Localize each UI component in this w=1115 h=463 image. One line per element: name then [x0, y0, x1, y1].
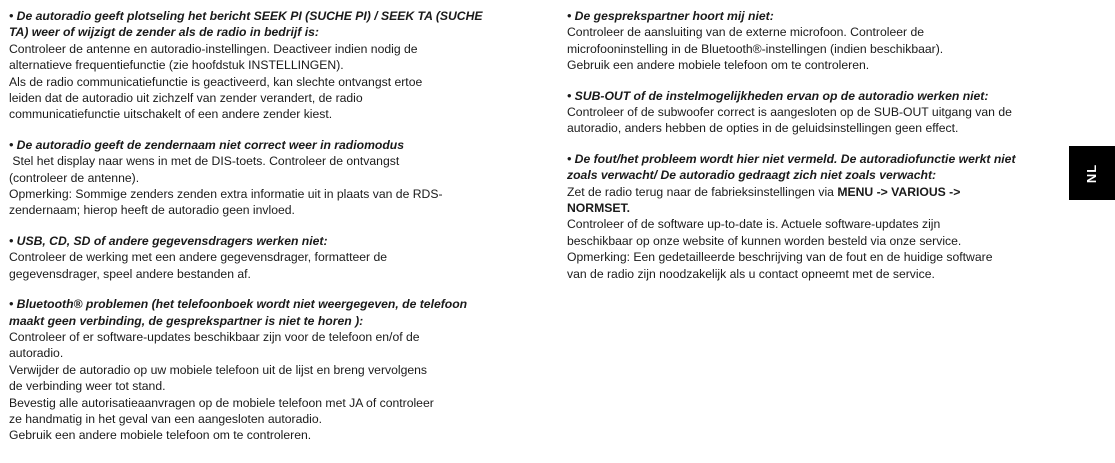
left-column [9, 8, 529, 458]
item-heading: • De fout/het probleem wordt hier niet vermeld. De autoradiofunctie werkt niet zoals verwacht/ De autoradio gedraagt zich niet zoals verwacht: [567, 151, 1016, 183]
item-body: Controleer de aansluiting van de externe microfoon. Controleer de microfooninstelling in de Bluetooth®-instellingen (indien beschikbaar). Gebruik een andere mobiele telefoon om te controleren. [567, 25, 944, 73]
item-bluetooth [9, 296, 529, 444]
item-usb-cd-sd [9, 233, 529, 282]
language-tab [1069, 146, 1115, 200]
item-other-problem [567, 151, 1107, 282]
item-heading: • SUB-OUT of de instelmogelijkheden ervan op de autoradio werken niet: [567, 88, 989, 103]
item-partner-cannot-hear [567, 8, 1107, 74]
item-body: Controleer de antenne en autoradio-instellingen. Deactiveer indien nodig de alternatieve frequentiefunctie (zie hoofdstuk INSTELLINGEN). Als de radio communicatiefunctie is geactiveerd, kan slechte ontvangst ertoe leiden dat de autoradio uit zichzelf van zender verandert, de radio communicatiefunctie uitschakelt of een andere zender kiest. [9, 41, 423, 122]
item-body: Zet de radio terug naar de fabrieksinstellingen via MENU -> VARIOUS -> NORMSET. Controleer of de software up-to-date is. Actuele software-updates zijn beschikbaar op onze website of kunnen worden besteld via onze service. Opmerking: Een gedetailleerde beschrijving van de fout en de huidige software van de radio zijn noodzakelijk als u contact opneemt met de service. [567, 184, 1107, 282]
normset-label: NORMSET. [567, 201, 630, 216]
language-tab-label: NL [1084, 163, 1100, 183]
item-body: Controleer of de subwoofer correct is aangesloten op de SUB-OUT uitgang van de autoradio, anders hebben de opties in de geluidsinstellingen geen effect. [567, 105, 1012, 136]
reset-instruction: Zet de radio terug naar de fabrieksinstellingen via MENU -> VARIOUS -> [567, 184, 961, 199]
item-station-name [9, 137, 529, 219]
item-body: Controleer de werking met een andere gegevensdrager, formatteer de gegevensdrager, speel andere bestanden af. [9, 250, 388, 281]
item-heading: • Bluetooth® problemen (het telefoonboek wordt niet weergegeven, de telefoon maakt geen verbinding, de gesprekspartner is niet te horen ): [9, 297, 468, 328]
item-heading: • De autoradio geeft plotseling het bericht SEEK PI (SUCHE PI) / SEEK TA (SUCHE TA) weer of wijzigt de zender als de radio in bedrijf is: [9, 9, 483, 40]
menu-path: MENU -> VARIOUS -> [837, 184, 961, 199]
item-body: Controleer of er software-updates beschikbaar zijn voor de telefoon en/of de autoradio. Verwijder de autoradio op uw mobiele telefoon uit de lijst en breng vervolgens de verbinding weer tot stand. Bevestig alle autorisatieaanvragen op de mobiele telefoon met JA of controleer ze handmatig in het geval van een aangesloten autoradio. Gebruik een andere mobiele telefoon om te controleren. [9, 329, 434, 443]
item-body: Stel het display naar wens in met de DIS-toets. Controleer de ontvangst (controleer de antenne). Opmerking: Sommige zenders zenden extra informatie uit in plaats van de RDS- zendernaam; hierop heeft de autoradio geen invloed. [9, 154, 443, 218]
item-heading: • De gesprekspartner hoort mij niet: [567, 9, 774, 23]
item-heading: • USB, CD, SD of andere gegevensdragers werken niet: [9, 233, 328, 248]
item-sub-out [567, 88, 1107, 137]
item-seek-pi [9, 8, 529, 123]
item-heading: • De autoradio geeft de zendernaam niet correct weer in radiomodus [9, 137, 405, 152]
right-column [567, 8, 1107, 296]
